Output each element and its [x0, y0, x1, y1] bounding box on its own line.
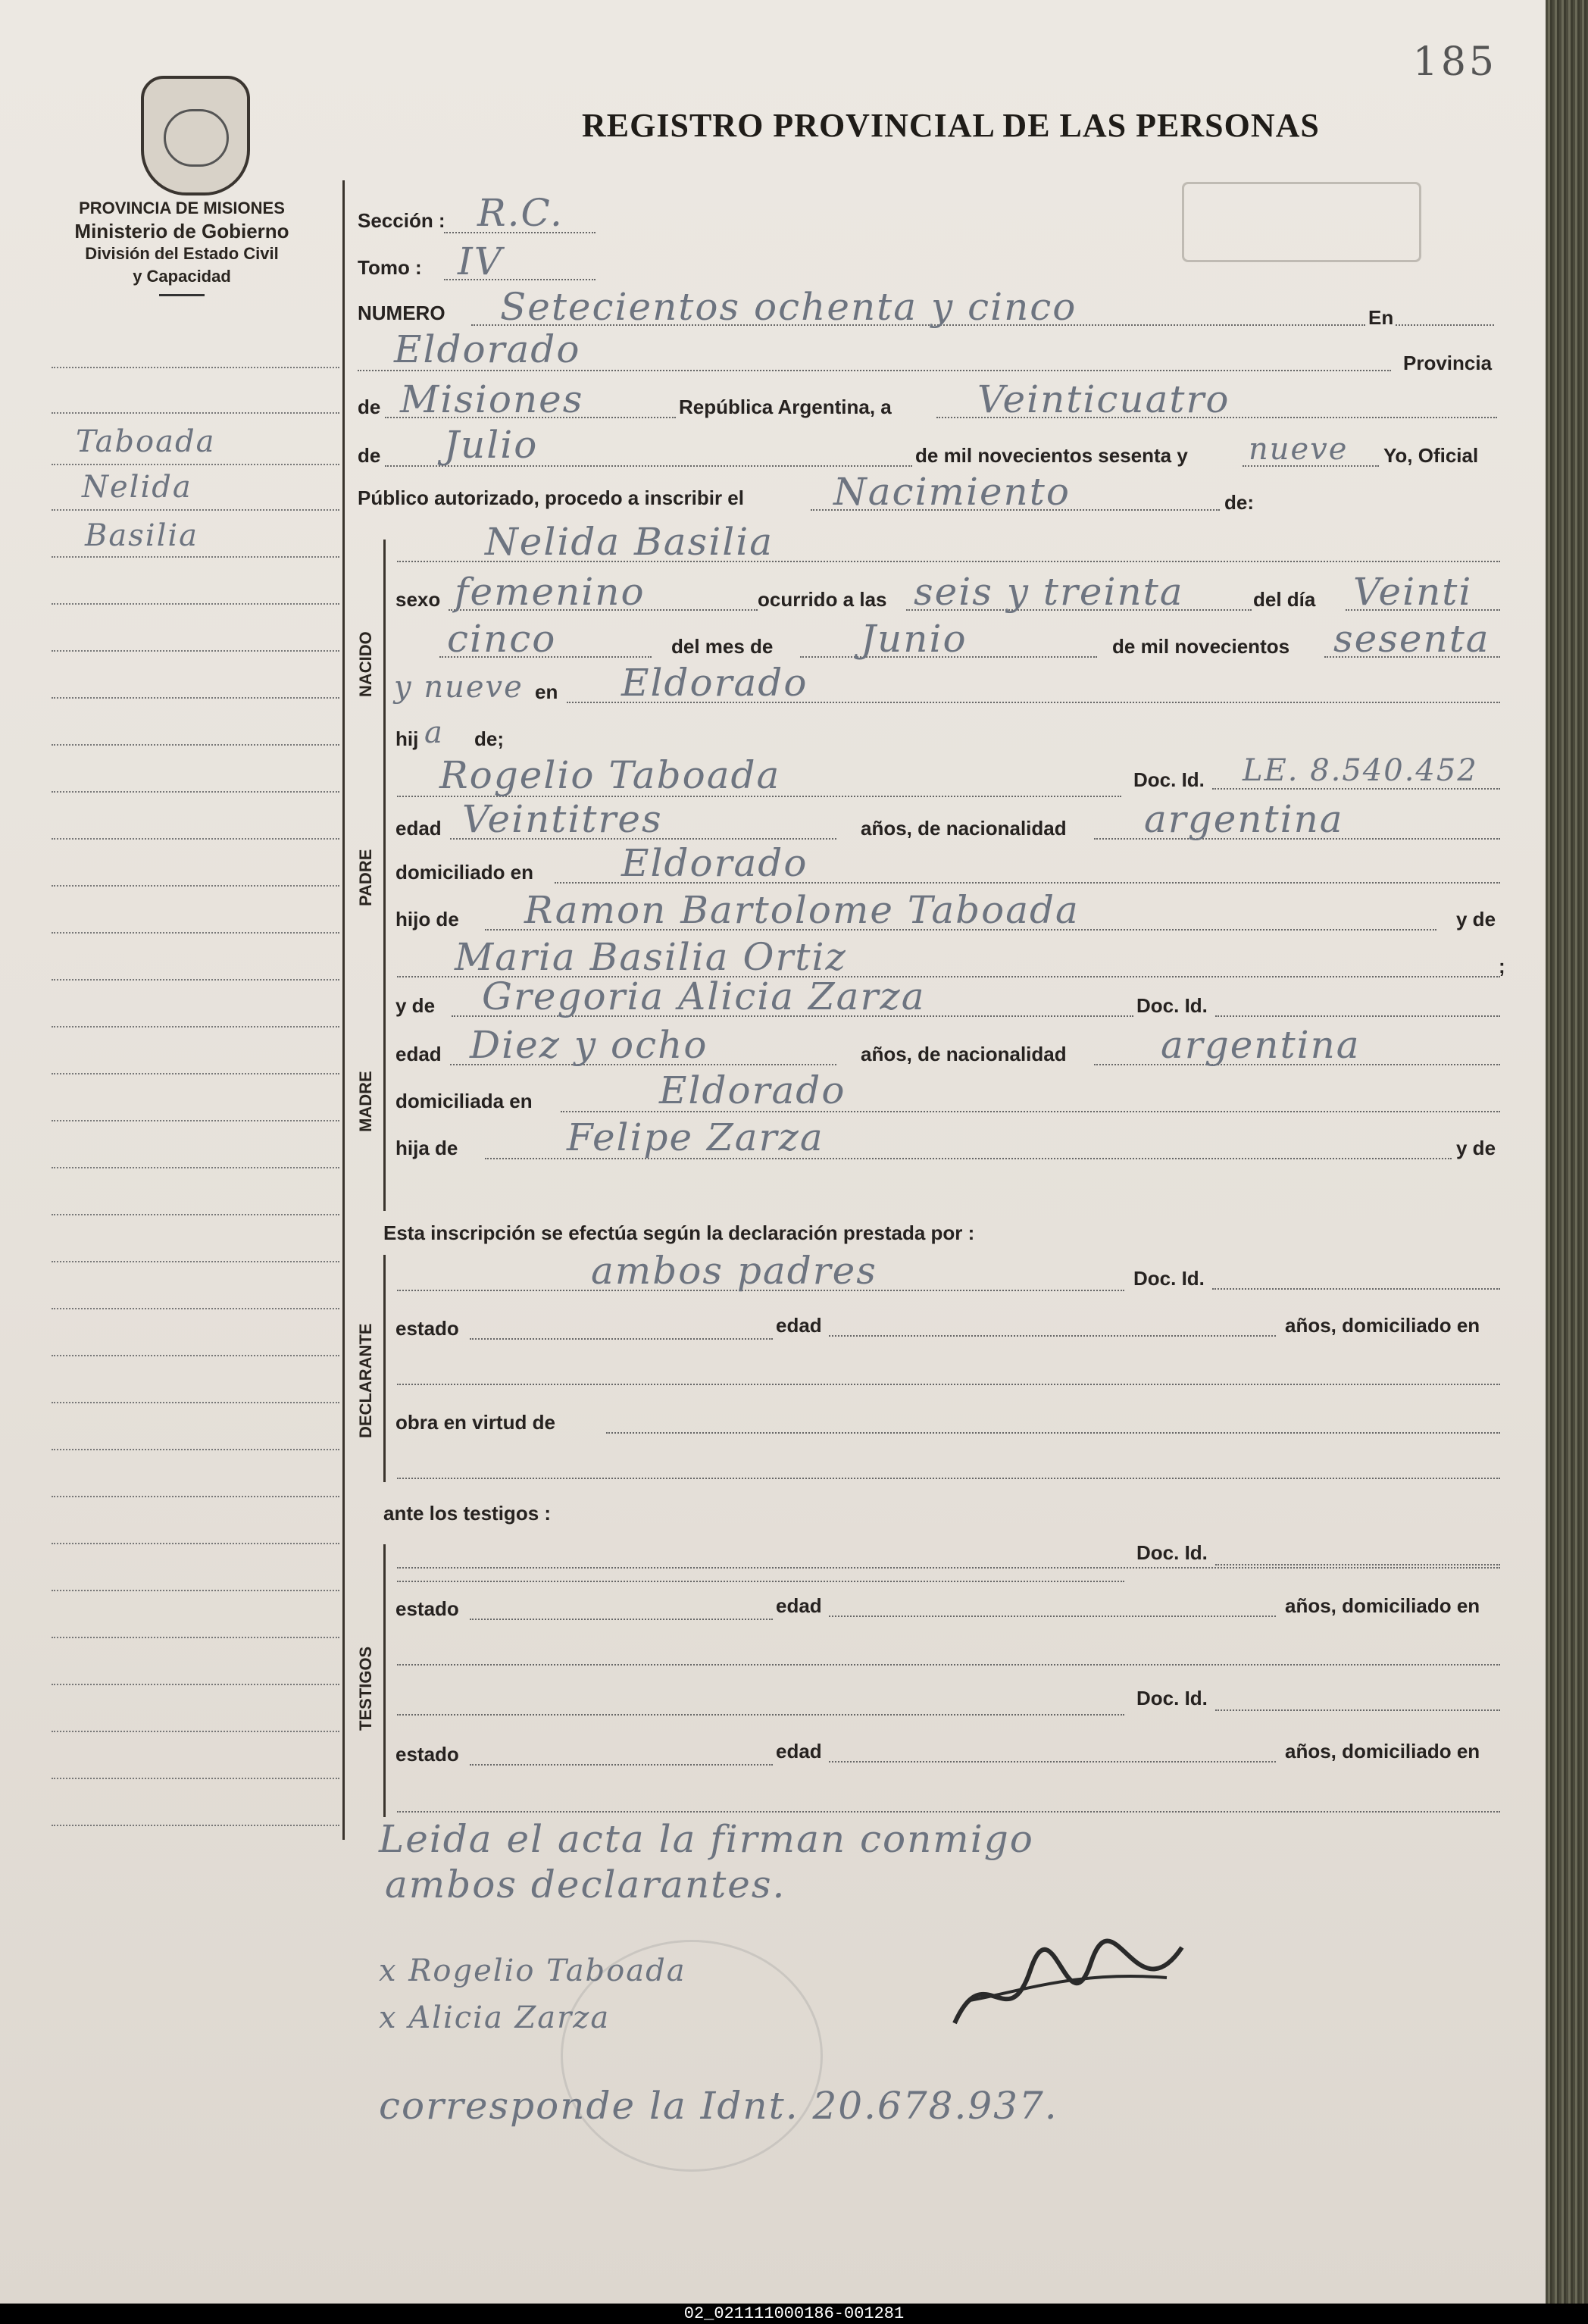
value-dia: Veinticuatro	[977, 377, 1230, 421]
value-hora: seis y treinta	[914, 570, 1184, 614]
value-padre-edad: Veintitres	[462, 797, 663, 841]
field-line	[606, 1432, 1500, 1434]
label-seccion: Sección :	[358, 209, 445, 232]
page-number: 185	[1412, 39, 1497, 85]
field-line	[397, 1567, 1500, 1569]
issuer-division-1: División del Estado Civil	[85, 244, 279, 263]
margin-line	[52, 1496, 339, 1497]
margin-line	[52, 1214, 339, 1215]
label-del-mes: del mes de	[671, 635, 774, 658]
page-title: REGISTRO PROVINCIAL DE LAS PERSONAS	[582, 107, 1320, 144]
margin-line	[52, 1167, 339, 1168]
label-ocurrido: ocurrido a las	[758, 588, 887, 611]
value-mes: Julio	[444, 423, 539, 467]
official-signature	[939, 1925, 1197, 2046]
value-padre-doc: LE. 8.540.452	[1243, 753, 1478, 788]
label-anos-nac: años, de nacionalidad	[861, 817, 1067, 840]
issuer-rule	[159, 294, 205, 296]
value-dia-nac-2: cinco	[447, 617, 557, 661]
margin-line	[52, 509, 339, 511]
margin-line	[52, 1073, 339, 1074]
label-provincia: Provincia	[1403, 352, 1493, 374]
label-estado-t2: estado	[395, 1743, 459, 1766]
margin-line	[52, 1590, 339, 1591]
margin-line	[52, 650, 339, 652]
field-line	[829, 1335, 1276, 1337]
margin-line	[52, 1543, 339, 1544]
margin-line	[52, 1731, 339, 1732]
note-identidad: corresponde la Idnt. 20.678.937.	[379, 2084, 1058, 2128]
margin-line	[52, 1308, 339, 1309]
section-bar-padre	[383, 767, 386, 991]
field-line	[1215, 1564, 1500, 1565]
field-line	[1212, 1288, 1500, 1290]
field-line	[397, 1664, 1500, 1666]
province-emblem	[141, 76, 250, 195]
note-leida: Leida el acta la firman conmigo	[379, 1817, 1034, 1861]
value-tomo: IV	[458, 239, 503, 283]
label-edad-t1: edad	[776, 1594, 822, 1617]
label-hij: hij	[395, 727, 419, 750]
value-declarante: ambos padres	[591, 1249, 877, 1293]
field-line	[470, 1764, 773, 1766]
label-edad-t2: edad	[776, 1740, 822, 1763]
label-doc-id-t2: Doc. Id.	[1136, 1687, 1208, 1709]
field-line	[397, 1384, 1500, 1385]
label-estado-decl: estado	[395, 1317, 459, 1340]
label-en2: en	[535, 680, 558, 703]
signature-father: x Rogelio Taboada	[379, 1953, 686, 1988]
value-anio-nac-1: sesenta	[1333, 617, 1490, 661]
value-sexo: femenino	[455, 570, 646, 614]
cancel-stamp	[1182, 182, 1421, 262]
label-de: de	[358, 396, 381, 418]
value-abuelo-p: Ramon Bartolome Taboada	[524, 888, 1080, 932]
margin-middlename: Basilia	[85, 518, 198, 553]
margin-line	[52, 367, 339, 368]
label-mil-novecientos: de mil novecientos sesenta y	[915, 444, 1188, 467]
margin-line	[52, 932, 339, 934]
value-padre-nac: argentina	[1144, 797, 1344, 841]
section-label-padre: PADRE	[356, 849, 375, 906]
margin-line	[52, 697, 339, 699]
label-doc-id-t1: Doc. Id.	[1136, 1541, 1208, 1564]
value-anio-nac-2: y nueve	[394, 670, 524, 705]
section-bar-nacido	[383, 540, 386, 767]
label-anos-nac-madre: años, de nacionalidad	[861, 1043, 1067, 1065]
label-tomo: Tomo :	[358, 256, 422, 279]
label-sexo: sexo	[395, 588, 441, 611]
label-edad-decl: edad	[776, 1314, 822, 1337]
margin-line	[52, 464, 339, 465]
book-binding	[1546, 0, 1588, 2304]
margin-divider	[342, 180, 345, 1840]
label-y-de2: y de	[395, 994, 436, 1017]
value-abuela-p: Maria Basilia Ortiz	[455, 935, 847, 979]
margin-line	[52, 412, 339, 414]
label-doc-id-decl: Doc. Id.	[1133, 1267, 1205, 1290]
label-doc-id-madre: Doc. Id.	[1136, 994, 1208, 1017]
label-numero: NUMERO	[358, 302, 445, 324]
label-publico: Público autorizado, procedo a inscribir el	[358, 486, 744, 509]
section-bar-testigos	[383, 1544, 386, 1817]
label-republica: República Argentina, a	[679, 396, 892, 418]
value-hij-suffix: a	[424, 715, 444, 750]
margin-line	[52, 979, 339, 981]
field-line	[397, 1581, 1124, 1582]
image-id-footer: 02_021111000186-001281	[0, 2304, 1588, 2324]
field-line	[397, 1811, 1500, 1813]
label-estado-t1: estado	[395, 1597, 459, 1620]
field-line	[397, 1478, 1500, 1479]
label-en: En	[1368, 306, 1394, 329]
label-hija-de: hija de	[395, 1137, 458, 1159]
label-yo-oficial: Yo, Oficial	[1383, 444, 1479, 467]
value-anio: nueve	[1249, 432, 1349, 467]
label-hijo-de: hijo de	[395, 908, 459, 931]
value-dia-nac-1: Veinti	[1353, 570, 1473, 614]
section-bar-declarante	[383, 1255, 386, 1482]
margin-line	[52, 1684, 339, 1685]
value-madre-dom: Eldorado	[659, 1068, 846, 1112]
label-ante-testigos: ante los testigos :	[383, 1502, 552, 1525]
note-declarantes: ambos declarantes.	[385, 1863, 786, 1906]
value-nombre: Nelida Basilia	[485, 520, 774, 564]
margin-line	[52, 1261, 339, 1262]
label-domiciliado: domiciliado en	[395, 861, 534, 884]
issuer-province: PROVINCIA DE MISIONES	[79, 199, 285, 217]
field-line	[1212, 788, 1500, 790]
label-y-de3: y de	[1456, 1137, 1496, 1159]
margin-line	[52, 838, 339, 840]
margin-line	[52, 1778, 339, 1779]
margin-line	[52, 791, 339, 793]
label-semi: ;	[1499, 955, 1505, 977]
margin-line	[52, 603, 339, 605]
margin-line	[52, 1825, 339, 1826]
value-seccion: R.C.	[477, 191, 564, 235]
field-line	[829, 1761, 1276, 1763]
value-madre-nac: argentina	[1161, 1023, 1361, 1067]
value-provincia: Misiones	[400, 377, 584, 421]
margin-line	[52, 1355, 339, 1356]
issuer-division-2: y Capacidad	[133, 267, 231, 286]
signature-mother: x Alicia Zarza	[379, 2000, 611, 2035]
field-line	[470, 1338, 773, 1340]
section-label-madre: MADRE	[356, 1071, 375, 1132]
value-padre-dom: Eldorado	[621, 841, 808, 885]
issuer-ministry: Ministerio de Gobierno	[74, 220, 289, 242]
field-line	[1215, 1015, 1500, 1017]
section-label-nacido: NACIDO	[356, 631, 375, 697]
issuer-block	[30, 197, 333, 296]
label-domiciliada: domiciliada en	[395, 1090, 533, 1112]
margin-line	[52, 885, 339, 887]
value-madre-edad: Diez y ocho	[470, 1023, 708, 1067]
value-padre: Rogelio Taboada	[439, 753, 781, 797]
margin-line	[52, 1402, 339, 1403]
value-acto: Nacimiento	[833, 470, 1071, 514]
section-bar-madre	[383, 991, 386, 1211]
value-mes-nac: Junio	[861, 617, 967, 661]
label-edad-madre: edad	[395, 1043, 442, 1065]
margin-surname: Taboada	[76, 424, 216, 459]
label-de-semi: de;	[474, 727, 504, 750]
value-abuelo-m: Felipe Zarza	[567, 1115, 824, 1159]
margin-firstname: Nelida	[82, 470, 192, 505]
label-edad: edad	[395, 817, 442, 840]
label-anos-dom-t2: años, domiciliado en	[1285, 1740, 1480, 1763]
value-lugar-nac: Eldorado	[621, 661, 808, 705]
label-anos-dom-t1: años, domiciliado en	[1285, 1594, 1480, 1617]
label-mil-nov2: de mil novecientos	[1112, 635, 1290, 658]
margin-line	[52, 556, 339, 558]
label-y-de: y de	[1456, 908, 1496, 931]
label-de2: de	[358, 444, 381, 467]
label-doc-id: Doc. Id.	[1133, 768, 1205, 791]
margin-line	[52, 744, 339, 746]
margin-line	[52, 1120, 339, 1121]
label-obra: obra en virtud de	[395, 1411, 555, 1434]
section-label-testigos: TESTIGOS	[356, 1646, 375, 1731]
label-anos-dom-decl: años, domiciliado en	[1285, 1314, 1480, 1337]
field-line	[829, 1616, 1276, 1617]
margin-line	[52, 1449, 339, 1450]
margin-line	[52, 1026, 339, 1028]
section-label-declarante: DECLARANTE	[356, 1323, 375, 1438]
label-esta-inscripcion: Esta inscripción se efectúa según la declaración prestada por :	[383, 1221, 975, 1244]
field-line	[397, 1714, 1124, 1716]
label-del-dia: del día	[1253, 588, 1316, 611]
label-de3: de:	[1224, 491, 1254, 514]
value-numero: Setecientos ochenta y cinco	[500, 285, 1077, 329]
field-line	[1396, 324, 1494, 326]
margin-line	[52, 1637, 339, 1638]
field-line	[470, 1619, 773, 1620]
value-lugar: Eldorado	[394, 327, 581, 371]
field-line	[1215, 1709, 1500, 1711]
value-madre: Gregoria Alicia Zarza	[482, 974, 926, 1018]
